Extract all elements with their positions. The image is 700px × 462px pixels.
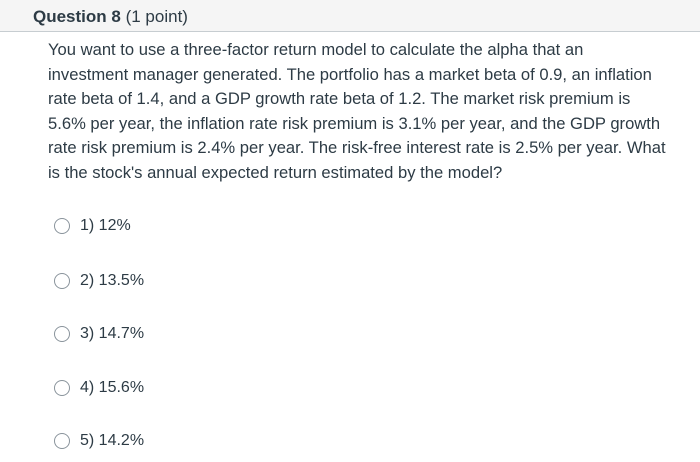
answer-option-4[interactable] <box>54 378 144 398</box>
answer-label: 5) 14.2% <box>80 432 145 449</box>
question-title <box>33 7 188 27</box>
answer-label: 1) 12% <box>80 217 131 234</box>
answer-option-5[interactable] <box>54 431 144 451</box>
radio-button[interactable] <box>54 433 70 449</box>
question-body: You want to use a three-factor return model to calculate the alpha that an investment manager generated. The portfolio has a market beta of 0.9, an inflation rate beta of 1.4, and a GDP growth rate beta of 1.2. The market risk premium is 5.6% per year, the inflation rate risk premium is 3.1% per year, and the GDP growth rate risk premium is 2.4% per year. The risk-free interest rate is 2.5% per year. What is the stock's annual expected return estimated by the model? <box>48 40 666 182</box>
answer-option-3[interactable] <box>54 324 144 344</box>
question-points: (1 point) <box>125 7 188 26</box>
radio-button[interactable] <box>54 218 70 234</box>
answer-option-2[interactable] <box>54 271 144 291</box>
radio-button[interactable] <box>54 273 70 289</box>
radio-button[interactable] <box>54 380 70 396</box>
answer-label: 3) 14.7% <box>80 325 145 342</box>
answer-label: 4) 15.6% <box>80 379 145 396</box>
question-number: Question 8 <box>33 7 121 26</box>
answer-label: 2) 13.5% <box>80 272 145 289</box>
answer-option-1[interactable] <box>54 216 131 236</box>
radio-button[interactable] <box>54 326 70 342</box>
question-header <box>0 0 700 32</box>
